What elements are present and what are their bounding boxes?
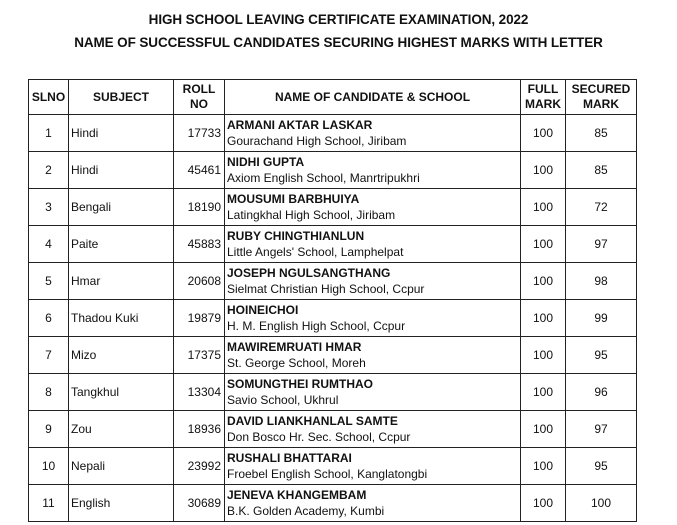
results-table (28, 79, 637, 522)
cell-subject: Hmar (69, 263, 174, 300)
cell-secured-mark: 85 (566, 152, 637, 189)
cell-subject: Hindi (69, 115, 174, 152)
school-name: Latingkhal High School, Jiribam (227, 208, 396, 222)
candidate-name: DAVID LIANKHANLAL SAMTE (227, 414, 398, 428)
cell-secured-mark: 99 (566, 300, 637, 337)
table-row (29, 485, 637, 522)
cell-subject: Bengali (69, 189, 174, 226)
cell-full-mark: 100 (521, 226, 566, 263)
cell-roll-no: 45461 (174, 152, 225, 189)
header-name-school: NAME OF CANDIDATE & SCHOOL (225, 80, 521, 115)
cell-name-school (225, 226, 521, 263)
cell-roll-no: 17375 (174, 337, 225, 374)
candidate-name: RUBY CHINGTHIANLUN (227, 229, 365, 243)
school-name: B.K. Golden Academy, Kumbi (227, 504, 385, 518)
cell-subject: Tangkhul (69, 374, 174, 411)
candidate-name: NIDHI GUPTA (227, 155, 305, 169)
cell-full-mark: 100 (521, 189, 566, 226)
school-name: Sielmat Christian High School, Ccpur (227, 282, 425, 296)
table-row (29, 115, 637, 152)
cell-slno: 6 (29, 300, 69, 337)
document-title: HIGH SCHOOL LEAVING CERTIFICATE EXAMINATION, 2022 (148, 12, 529, 27)
header-roll-no: ROLL NO (174, 80, 225, 115)
cell-slno: 3 (29, 189, 69, 226)
cell-full-mark: 100 (521, 448, 566, 485)
cell-roll-no: 18936 (174, 411, 225, 448)
candidate-name: JOSEPH NGULSANGTHANG (227, 266, 391, 280)
table-row (29, 411, 637, 448)
cell-name-school (225, 115, 521, 152)
cell-name-school (225, 485, 521, 522)
cell-name-school (225, 337, 521, 374)
cell-slno: 8 (29, 374, 69, 411)
cell-roll-no: 18190 (174, 189, 225, 226)
cell-slno: 4 (29, 226, 69, 263)
cell-secured-mark: 72 (566, 189, 637, 226)
cell-secured-mark: 98 (566, 263, 637, 300)
table-row (29, 226, 637, 263)
cell-full-mark: 100 (521, 263, 566, 300)
cell-roll-no: 17733 (174, 115, 225, 152)
cell-subject: Nepali (69, 448, 174, 485)
school-name: Little Angels' School, Lamphelpat (227, 245, 404, 259)
table-row (29, 337, 637, 374)
cell-full-mark: 100 (521, 115, 566, 152)
table-row (29, 448, 637, 485)
candidate-name: MAWIREMRUATI HMAR (227, 340, 362, 354)
table-header-row (29, 80, 637, 115)
header-slno: SLNO (29, 80, 69, 115)
cell-roll-no: 19879 (174, 300, 225, 337)
cell-secured-mark: 96 (566, 374, 637, 411)
cell-roll-no: 45883 (174, 226, 225, 263)
cell-name-school (225, 263, 521, 300)
cell-roll-no: 30689 (174, 485, 225, 522)
cell-full-mark: 100 (521, 152, 566, 189)
cell-name-school (225, 189, 521, 226)
cell-slno: 10 (29, 448, 69, 485)
cell-name-school (225, 152, 521, 189)
table-row (29, 152, 637, 189)
header-full-mark: FULL MARK (521, 80, 566, 115)
school-name: Savio School, Ukhrul (227, 393, 339, 407)
cell-full-mark: 100 (521, 300, 566, 337)
cell-full-mark: 100 (521, 485, 566, 522)
cell-secured-mark: 100 (566, 485, 637, 522)
cell-slno: 1 (29, 115, 69, 152)
cell-secured-mark: 97 (566, 411, 637, 448)
document-subtitle: NAME OF SUCCESSFUL CANDIDATES SECURING HIGHEST MARKS WITH LETTER (74, 35, 603, 50)
cell-slno: 7 (29, 337, 69, 374)
cell-name-school (225, 374, 521, 411)
table-body (29, 115, 637, 522)
candidate-name: SOMUNGTHEI RUMTHAO (227, 377, 373, 391)
cell-secured-mark: 97 (566, 226, 637, 263)
school-name: Don Bosco Hr. Sec. School, Ccpur (227, 430, 411, 444)
school-name: Froebel English School, Kanglatongbi (227, 467, 428, 481)
cell-roll-no: 20608 (174, 263, 225, 300)
cell-full-mark: 100 (521, 337, 566, 374)
header-secured-mark: SECURED MARK (566, 80, 637, 115)
school-name: H. M. English High School, Ccpur (227, 319, 406, 333)
candidate-name: HOINEICHOI (227, 303, 299, 317)
cell-secured-mark: 95 (566, 448, 637, 485)
cell-subject: English (69, 485, 174, 522)
table-row (29, 300, 637, 337)
cell-subject: Zou (69, 411, 174, 448)
school-name: Axiom English School, Manrtripukhri (227, 171, 420, 185)
cell-secured-mark: 95 (566, 337, 637, 374)
cell-subject: Mizo (69, 337, 174, 374)
candidate-name: MOUSUMI BARBHUIYA (227, 192, 360, 206)
cell-slno: 2 (29, 152, 69, 189)
cell-subject: Hindi (69, 152, 174, 189)
table-row (29, 263, 637, 300)
header-subject: SUBJECT (69, 80, 174, 115)
cell-slno: 5 (29, 263, 69, 300)
cell-slno: 9 (29, 411, 69, 448)
cell-subject: Thadou Kuki (69, 300, 174, 337)
table-row (29, 189, 637, 226)
school-name: Gourachand High School, Jiribam (227, 134, 407, 148)
candidate-name: JENEVA KHANGEMBAM (227, 488, 367, 502)
cell-slno: 11 (29, 485, 69, 522)
candidate-name: RUSHALI BHATTARAI (227, 451, 352, 465)
cell-roll-no: 13304 (174, 374, 225, 411)
candidate-name: ARMANI AKTAR LASKAR (227, 118, 373, 132)
cell-name-school (225, 300, 521, 337)
cell-subject: Paite (69, 226, 174, 263)
cell-roll-no: 23992 (174, 448, 225, 485)
cell-full-mark: 100 (521, 374, 566, 411)
cell-secured-mark: 85 (566, 115, 637, 152)
cell-name-school (225, 448, 521, 485)
cell-name-school (225, 411, 521, 448)
school-name: St. George School, Moreh (227, 356, 366, 370)
cell-full-mark: 100 (521, 411, 566, 448)
table-row (29, 374, 637, 411)
